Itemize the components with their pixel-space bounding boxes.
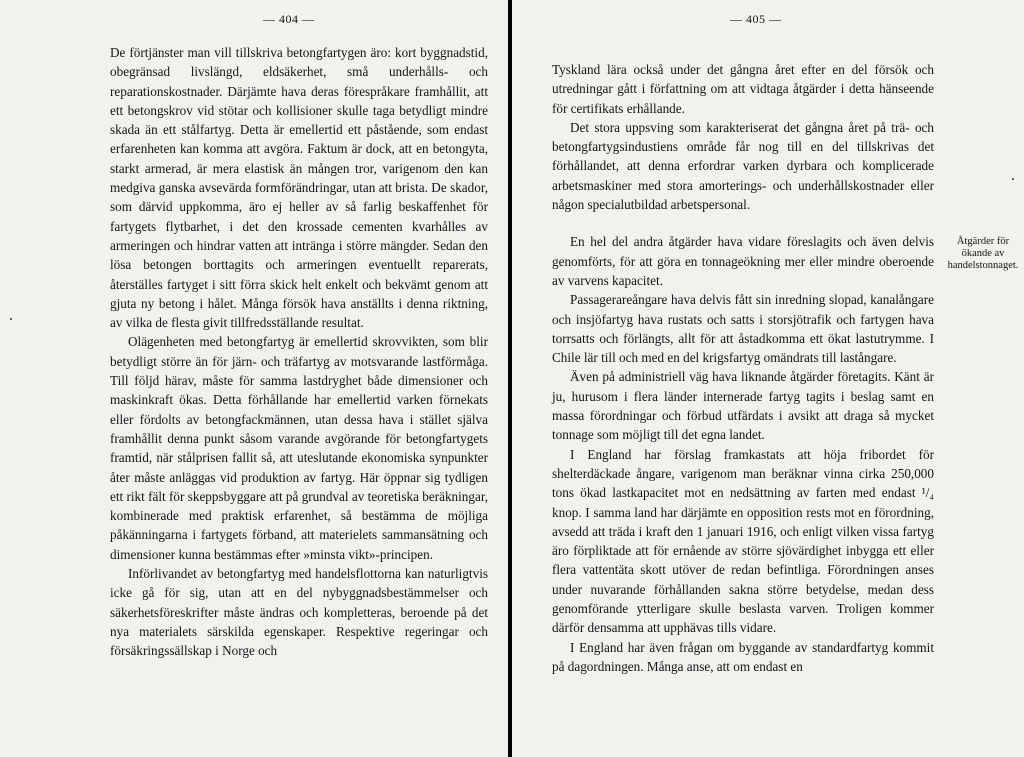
- paper-speck: [1012, 178, 1014, 180]
- page-number-left: — 404 —: [263, 12, 315, 26]
- paragraph-gap: [552, 214, 934, 232]
- right-text-column: [552, 60, 934, 676]
- paragraph: Införlivandet av betongfartyg med handelsflottorna kan naturligtvis icke gå för sig, utan att en del nybyggnadsbestämmelser och säkerhetsföreskrifter måste ändras och kompletteras, beroende på det nya materialets särskilda egenskaper. Respektive regeringar och försäkringssällskap i Norge och: [110, 566, 488, 659]
- right-page: [512, 0, 1024, 757]
- paragraph: En hel del andra åtgärder hava vidare föreslagits och även delvis genomförts, för att göra en tonnageökning mer eller mindre oberoende av varvens kapacitet.: [552, 234, 934, 288]
- paragraph: I England har förslag framkastats att höja fribordet för shelterdäckade ångare, varigenom man beräknar vinna cirka 250,000 tons ökad lastkapacitet mot en nedsättning av farten med endast ¹/₄ knop. I samma land har därjämte en opposition rests mot en förordning, avsedd att träda i kraft den 1 januari 1916, och enligt vilken vissa fartyg äro förpliktade att för ernående av större sjövärdighet inbygga ett eller flera vattentäta skott utöver de redan befintliga. Förordningen anses under nuvarande förhållanden sakna större betydelse, medan dess genomförande ytterligare skulle beslasta varven. Troligen kommer därför densamma att upphävas tills vidare.: [552, 446, 934, 636]
- paragraph: Tyskland lära också under det gångna året efter en del försök och utredningar gått i författning om att vidtaga åtgärder i detta hänseende för certifikats erhållande.: [552, 62, 934, 116]
- left-page: [0, 0, 508, 757]
- paper-speck: [10, 318, 12, 320]
- paragraph: Olägenheten med betongfartyg är emellertid skrovvikten, som blir betydligt större än för järn- och träfartyg av motsvarande lastförmåga. Till följd härav, måste för samma lastdryghet både dimensioner och maskinkraft ökas. Detta förhållande har emellertid varken förnekats eller fördolts av betongfackmännen, utan dessa hava i stället själva framhållit denna punkt såsom varande avgörande för betongfartygets framtid, när stålprisen fallit så, att uteslutande ekonomiska synpunkter åter måste anläggas vid produktion av fartyg. Här öppnar sig tydligen ett rikt fält för skeppsbyggare att på grundval av teoretiska beräkningar, kombinerade med praktisk erfarenhet, så bestämma de möjliga påkänningarna i fartygets förband, att materielets sammansätning och dimensioner kunna bestämmas efter »minsta vikt»-principen.: [110, 334, 488, 562]
- paragraph: I England har även frågan om byggande av standardfartyg kommit på dagordningen. Många anse, att om endast en: [552, 639, 934, 674]
- page-number-right: — 405 —: [730, 12, 782, 26]
- paragraph: Passagerareångare hava delvis fått sin inredning slopad, kanalångare och insjöfartyg hava rustats och satts i storsjötrafik och fartygen hava torrsatts och förlängts, allt för att åstadkomma ett ökat lastutrymme. I Chile lär till och med en del krigsfartyg omändrats till lastångare.: [552, 292, 934, 366]
- paragraph: Det stora uppsving som karakteriserat det gångna året på trä- och betongfartygsindustiens område får nog till en del tillskrivas det förhållandet, att denna erfordrar varken dyrbara och komplicerade arbetsmaskiner med stora amorterings- och underhållskostnader eller någon specialutbildad arbetspersonal.: [552, 119, 934, 213]
- marginal-note: Åtgärder för ökande av handelstonnaget.: [947, 236, 1019, 271]
- left-text-column: [110, 43, 488, 661]
- paragraph: De förtjänster man vill tillskriva betongfartygen äro: kort byggnadstid, obegränsad livslängd, eldsäkerhet, små underhålls- och reparationskostnader. Därjämte hava deras förespråkare framhållit, att ett betongskrov vid stötar och kollisioner skulle taga betydligt mindre skada än ett stålfartyg. Detta är emellertid ett påstående, som endast erfarenheten kan komma att avgöra. Faktum är dock, att en betongyta, starkt armerad, är mera elastisk än mången tror, varigenom den kan medgiva ganska avsevärda formförändringar, utan att brista. De skador, som därvid uppkomma, äro ej heller av så farlig beskaffenhet för fartygets flytbarhet, i det den krossade cementen kvarhålles av armeringen och hindrar vatten att inträngа i större mängder. Sedan den lösa betongen borttagits och armeringen eventuellt reparerats, återställes fartyget i sitt förra skick helt enkelt och bekvämt genom att gjuta ny betong i hålet. Många försök hava anställts i denna riktning, av vilka de flesta givit tillfredsställande resultat.: [110, 45, 488, 331]
- paragraph: Även på administriell väg hava liknande åtgärder företagits. Känt är ju, hurusom i flera länder internerade fartyg tagits i beslag samt en massa förordningar och förbud utfärdats i avsikt att draga så mycket tonnage som möjligt till det egna landet.: [552, 369, 934, 443]
